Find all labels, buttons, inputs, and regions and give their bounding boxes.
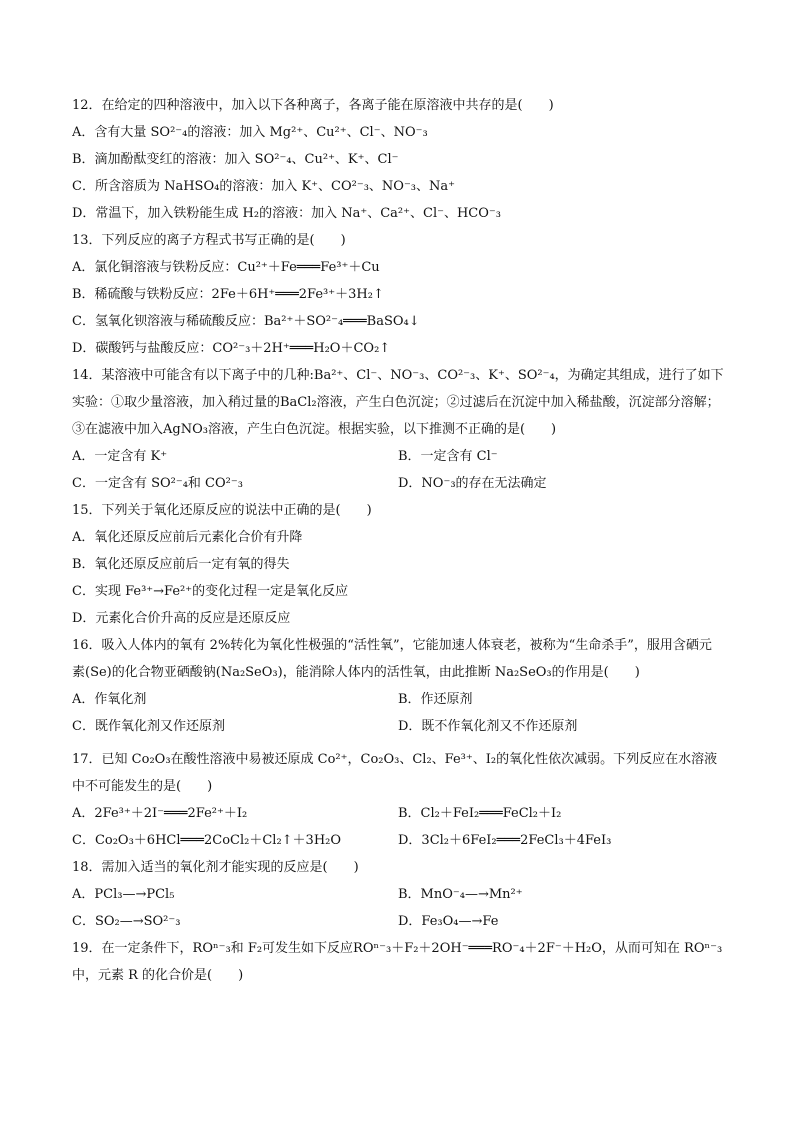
question-17-option-d: D．3Cl₂＋6FeI₂═══2FeCl₃＋4FeI₃	[398, 833, 612, 848]
question-13-option-a: A．氯化铜溶液与铁粉反应：Cu²⁺＋Fe═══Fe³⁺＋Cu	[72, 260, 380, 275]
question-18-option-d: D．Fe₃O₄—→Fe	[398, 914, 499, 929]
question-16-option-d: D．既不作氧化剂又不作还原剂	[398, 719, 578, 734]
question-19-stem: 19．在一定条件下，ROⁿ⁻₃和 F₂可发生如下反应ROⁿ⁻₃＋F₂＋2OH⁻═══RO⁻₄＋2F⁻＋H₂O，从而可知在 ROⁿ⁻₃中，元素 R 的化合价是( )	[72, 941, 723, 983]
question-15-option-b: B．氧化还原反应前后一定有氧的得失	[72, 557, 290, 572]
exam-page	[72, 92, 724, 989]
question-18-option-c: C．SO₂—→SO²⁻₃	[72, 914, 181, 929]
question-16-option-b: B．作还原剂	[398, 692, 473, 707]
question-14-option-d: D．NO⁻₃的存在无法确定	[398, 476, 547, 491]
question-14-options-row-2	[72, 470, 724, 497]
question-16-options-row-2	[72, 713, 724, 740]
question-16-option-a: A．作氧化剂	[72, 692, 147, 707]
question-18-stem: 18．需加入适当的氧化剂才能实现的反应是( )	[72, 860, 359, 875]
question-13-option-b: B．稀硫酸与铁粉反应：2Fe＋6H⁺═══2Fe³⁺＋3H₂↑	[72, 287, 384, 302]
question-17-option-a: A．2Fe³⁺＋2I⁻═══2Fe²⁺＋I₂	[72, 806, 248, 821]
question-13-option-c: C．氢氧化钡溶液与稀硫酸反应：Ba²⁺＋SO²⁻₄═══BaSO₄↓	[72, 314, 420, 329]
question-12-option-b: B．滴加酚酞变红的溶液：加入 SO²⁻₄、Cu²⁺、K⁺、Cl⁻	[72, 152, 399, 167]
question-12-option-a: A．含有大量 SO²⁻₄的溶液：加入 Mg²⁺、Cu²⁺、Cl⁻、NO⁻₃	[72, 125, 428, 140]
question-17-options-row-2	[72, 827, 724, 854]
question-12-option-d: D．常温下，加入铁粉能生成 H₂的溶液：加入 Na⁺、Ca²⁺、Cl⁻、HCO⁻₃	[72, 206, 501, 221]
question-16-option-c: C．既作氧化剂又作还原剂	[72, 719, 225, 734]
question-14-option-b: B．一定含有 Cl⁻	[398, 449, 498, 464]
question-17-stem: 17．已知 Co₂O₃在酸性溶液中易被还原成 Co²⁺，Co₂O₃、Cl₂、Fe³⁺、I₂的氧化性依次减弱。下列反应在水溶液中不可能发生的是( )	[72, 752, 718, 794]
question-17-option-c: C．Co₂O₃＋6HCl═══2CoCl₂＋Cl₂↑＋3H₂O	[72, 833, 342, 848]
question-12-stem: 12．在给定的四种溶液中，加入以下各种离子，各离子能在原溶液中共存的是( )	[72, 98, 554, 113]
question-17-option-b: B．Cl₂＋FeI₂═══FeCl₂＋I₂	[398, 806, 562, 821]
question-14-option-a: A．一定含有 K⁺	[72, 449, 168, 464]
question-13-stem: 13．下列反应的离子方程式书写正确的是( )	[72, 233, 346, 248]
question-18-options-row-2	[72, 908, 724, 935]
question-15-option-d: D．元素化合价升高的反应是还原反应	[72, 611, 291, 626]
question-15-option-a: A．氧化还原反应前后元素化合价有升降	[72, 530, 303, 545]
question-14-options-row-1	[72, 443, 724, 470]
question-18-option-a: A．PCl₃—→PCl₅	[72, 887, 175, 902]
question-18-option-b: B．MnO⁻₄—→Mn²⁺	[398, 887, 523, 902]
question-15-stem: 15．下列关于氧化还原反应的说法中正确的是( )	[72, 503, 372, 518]
question-16-stem: 16．吸入人体内的氧有 2%转化为氧化性极强的“活性氧”，它能加速人体衰老，被称为“生命杀手”，服用含硒元素(Se)的化合物亚硒酸钠(Na₂SeO₃)，能消除人体内的活性氧，由此推断 Na₂SeO₃的作用是( )	[72, 638, 712, 680]
question-16-options-row-1	[72, 686, 724, 713]
question-15-option-c: C．实现 Fe³⁺→Fe²⁺的变化过程一定是氧化反应	[72, 584, 349, 599]
question-14-stem: 14．某溶液中可能含有以下离子中的几种:Ba²⁺、Cl⁻、NO⁻₃、CO²⁻₃、K⁺、SO²⁻₄，为确定其组成，进行了如下实验：①取少量溶液，加入稍过量的BaCl₂溶液，产生白色沉淀；②过滤后在沉淀中加入稀盐酸，沉淀部分溶解；③在滤液中加入AgNO₃溶液，产生白色沉淀。根据实验，以下推测不正确的是( )	[72, 368, 724, 437]
question-13-option-d: D．碳酸钙与盐酸反应：CO²⁻₃＋2H⁺═══H₂O＋CO₂↑	[72, 341, 391, 356]
question-12-option-c: C．所含溶质为 NaHSO₄的溶液：加入 K⁺、CO²⁻₃、NO⁻₃、Na⁺	[72, 179, 456, 194]
question-14-option-c: C．一定含有 SO²⁻₄和 CO²⁻₃	[72, 476, 243, 491]
question-17-options-row-1	[72, 800, 724, 827]
question-18-options-row-1	[72, 881, 724, 908]
